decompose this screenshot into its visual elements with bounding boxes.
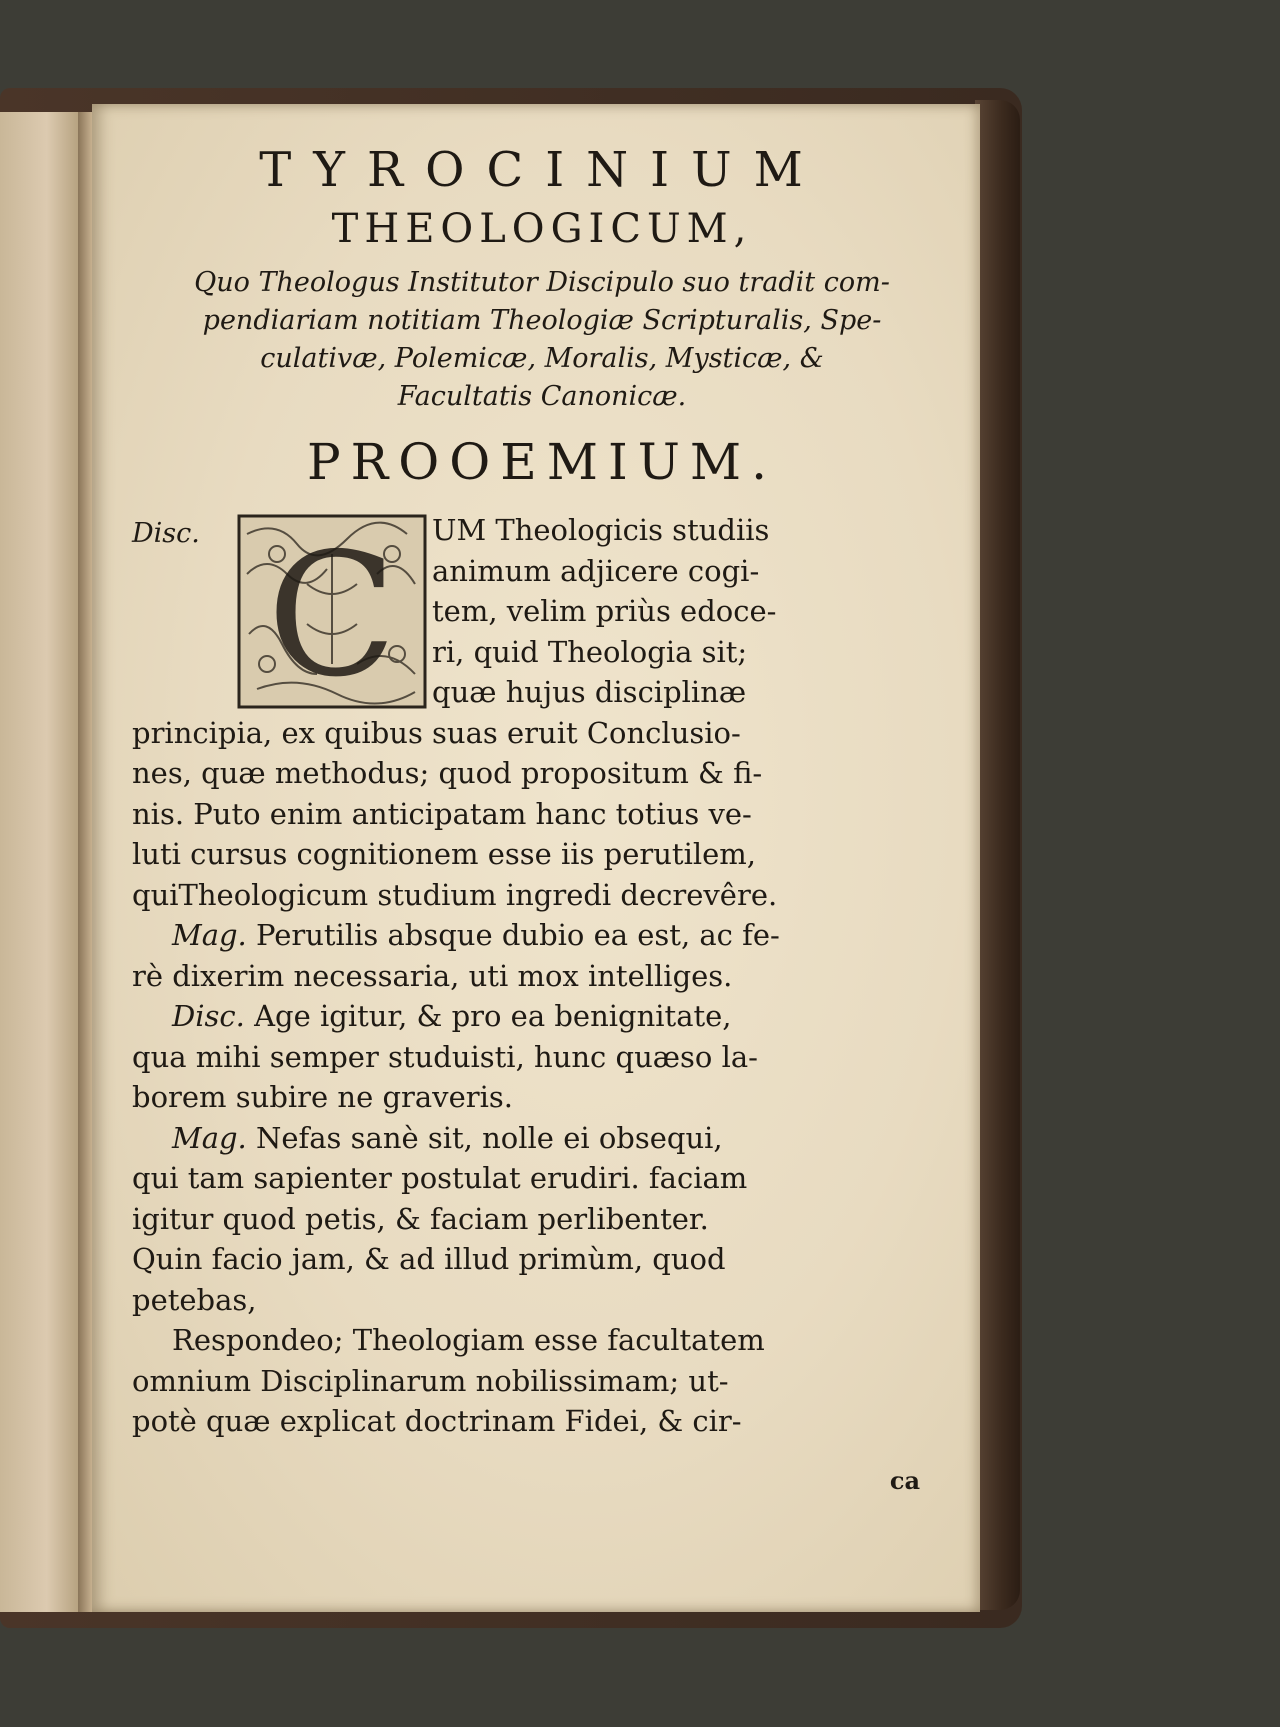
text-line: nis. Puto enim anticipatam hanc totius ve- <box>132 796 752 831</box>
description-line: Facultatis Canonicæ. <box>397 381 687 412</box>
text-line <box>132 1118 922 1159</box>
speaker-label: Mag. <box>172 1120 247 1155</box>
text-line: petebas, <box>132 1282 257 1317</box>
line-text: Age igitur, & pro ea benignitate, <box>254 999 732 1033</box>
text-line: tem, velim priùs edoce- <box>432 594 777 628</box>
text-line: Respondeo; Theologiam esse facultatem <box>172 1323 765 1357</box>
text-line: UM Theologicis studiis <box>432 513 770 547</box>
title-description <box>132 264 952 416</box>
speaker-label: Disc. <box>172 999 245 1033</box>
text-line: igitur quod petis, & faciam perlibenter. <box>132 1201 709 1236</box>
text-line: borem subire ne graveris. <box>132 1080 513 1114</box>
book-title: TYROCINIUM <box>259 142 825 198</box>
text-line: nes, quæ methodus; quod propositum & fi- <box>132 756 763 790</box>
gutter <box>78 112 92 1612</box>
text-line: quiTheologicum studium ingredi decrevêre. <box>132 877 778 912</box>
description-line: culativæ, Polemicæ, Moralis, Mysticæ, & <box>260 343 824 374</box>
text-line: principia, ex quibus suas eruit Conclusio- <box>132 715 741 750</box>
text-line: quæ hujus disciplinæ <box>432 675 747 709</box>
text-line: animum adjicere cogi- <box>432 553 760 588</box>
text-line: qui tam sapienter postulat erudiri. faciam <box>132 1161 748 1195</box>
speaker-label: Disc. <box>132 518 200 549</box>
text-line: potè quæ explicat doctrinam Fidei, & cir- <box>132 1404 742 1438</box>
initial-letter: C <box>266 517 398 709</box>
description-line: Quo Theologus Institutor Discipulo suo tradit com- <box>194 267 890 298</box>
book-subtitle: THEOLOGICUM, <box>331 206 753 252</box>
cover-edge <box>975 100 1020 1610</box>
section-heading: PROOEMIUM. <box>307 433 777 491</box>
text-line: qua mihi semper studuisti, hunc quæso la- <box>132 1039 758 1074</box>
catchword: ca <box>889 1466 920 1495</box>
text-line: Quin facio jam, & ad illud primùm, quod <box>132 1242 726 1276</box>
text-line <box>132 915 922 956</box>
description-line: pendiariam notitiam Theologiæ Scripturalis, Spe- <box>202 305 882 336</box>
text-line: rè dixerim necessaria, uti mox intelliges. <box>132 958 733 993</box>
speaker-label: Mag. <box>172 918 247 952</box>
body-text <box>132 510 922 1442</box>
page <box>92 104 980 1612</box>
text-line: omnium Disciplinarum nobilissimam; ut- <box>132 1363 729 1398</box>
left-page-edge <box>0 112 80 1612</box>
text-line <box>132 996 922 1037</box>
text-line: ri, quid Theologia sit; <box>432 634 748 669</box>
line-text: Perutilis absque dubio ea est, ac fe- <box>255 918 780 952</box>
line-text: Nefas sanè sit, nolle ei obsequi, <box>255 1120 723 1155</box>
text-line: luti cursus cognitionem esse iis perutilem, <box>132 837 757 871</box>
